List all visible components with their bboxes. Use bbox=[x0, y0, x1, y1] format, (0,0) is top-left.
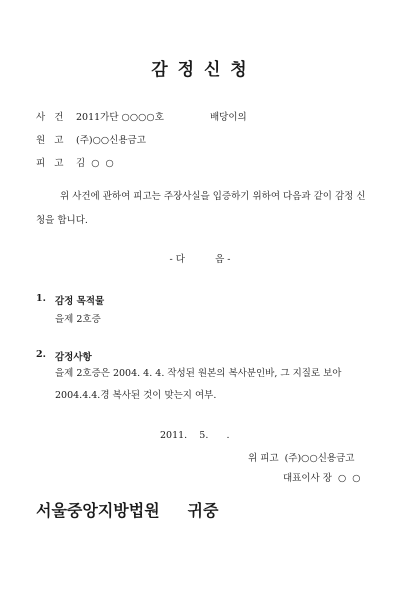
document-title: 감 정 신 청 bbox=[151, 60, 249, 80]
plaintiff-label: 원 고 bbox=[36, 135, 64, 146]
signature-representative: 대표이사 장 ○ ○ bbox=[283, 473, 361, 484]
court-addressee: 서울중앙지방법원 귀중 bbox=[36, 501, 219, 520]
section-1-heading: 감정 목적물 bbox=[55, 296, 105, 307]
section-1-number: 1. bbox=[36, 293, 46, 304]
plaintiff-value: (주)○○신용금고 bbox=[76, 135, 146, 146]
case-number: 2011가단 ○○○○호 bbox=[76, 112, 164, 123]
divider-da-eum: - 다 음 - bbox=[169, 254, 231, 265]
case-label: 사 건 bbox=[36, 112, 64, 123]
section-1-body: 을제 2호증 bbox=[55, 314, 101, 325]
section-2-body: 을제 2호증은 2004. 4. 4. 작성된 원본의 복사분인바, 그 지질로 보아 2004.4.4.경 복사된 것이 맞는지 여부. bbox=[55, 368, 342, 401]
section-2-number: 2. bbox=[36, 349, 46, 360]
defendant-value: 김 ○ ○ bbox=[76, 158, 114, 169]
intro-paragraph: 위 사건에 관하여 피고는 주장사실을 입증하기 위하여 다음과 같이 감정 신청을 합니다. bbox=[36, 191, 366, 226]
defendant-label: 피 고 bbox=[36, 158, 64, 169]
filing-date: 2011. 5. . bbox=[160, 430, 230, 441]
section-2-heading: 감정사항 bbox=[55, 352, 92, 363]
signature-party: 위 피고 (주)○○신용금고 bbox=[248, 453, 355, 464]
case-name: 배당이의 bbox=[210, 112, 247, 123]
